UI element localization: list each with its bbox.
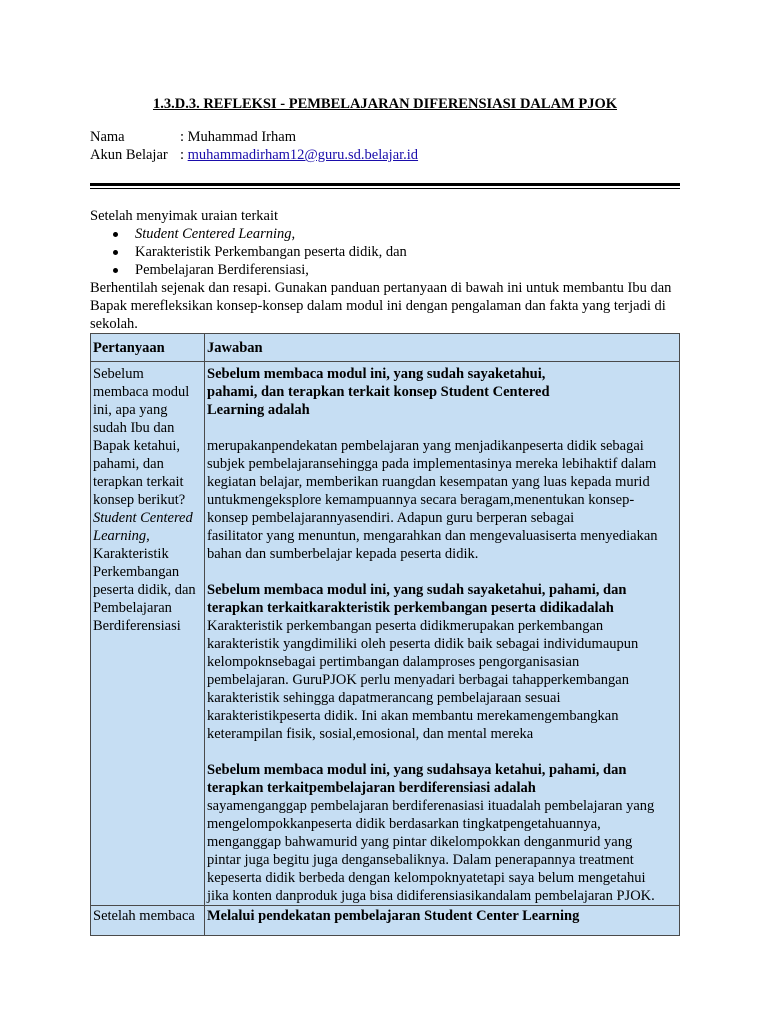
table-header-row (91, 334, 680, 362)
intro-text: Setelah menyimak uraian terkait (90, 208, 279, 224)
question-cell: Setelah membaca (91, 906, 205, 936)
answer-line: kegiatan belajar, memberikan ruangdan kesempatan yang luas kepada murid (207, 474, 650, 490)
answer-cell: Melalui pendekatan pembelajaran Student Center Learning (205, 906, 680, 936)
name-label: Nama (90, 129, 125, 145)
list-item-text: Karakteristik Perkembangan peserta didik, dan (135, 244, 407, 260)
account-email-link[interactable]: muhammadirham12@guru.sd.belajar.id (187, 147, 419, 163)
question-line: Student Centered (93, 510, 193, 526)
answer-line: konsep pembelajarannyasendiri. Adapun guru berperan sebagai (207, 510, 575, 526)
question-line: Perkembangan (93, 564, 180, 580)
instruction-text: Berhentilah sejenak dan resapi. Gunakan panduan pertanyaan di bawah ini untuk membantu Ibu dan Bapak merefleksikan konsep-konsep dalam modul ini dengan pengalaman dan fakta yang terjadi di sekolah. (90, 280, 672, 332)
answer-heading: Sebelum membaca modul ini, yang sudahsaya ketahui, pahami, dan (207, 762, 627, 778)
list-item (90, 261, 680, 279)
answer-line: karakteristik yangdimiliki oleh peserta didik baik sebagai individumaupun (207, 636, 639, 652)
question-line: membaca modul (93, 384, 190, 400)
list-item (90, 225, 680, 243)
name-separator: : (180, 129, 188, 145)
bullet-icon (113, 268, 118, 273)
account-separator: : (180, 147, 188, 163)
answer-line: mengelompokkanpeserta didik berdasarkan tingkatpengetahuannya, (207, 816, 601, 832)
table-row (91, 906, 680, 936)
answer-line: untukmengeksplore kemampuannya secara beragam,menentukan konsep- (207, 492, 635, 508)
reflection-table (90, 333, 680, 936)
question-line: peserta didik, dan (93, 582, 196, 598)
document-title: 1.3.D.3. REFLEKSI - PEMBELAJARAN DIFERENSIASI DALAM PJOK (152, 96, 618, 112)
answer-line: pembelajaran. GuruPJOK perlu menyadari berbagai tahapperkembangan (207, 672, 629, 688)
answer-line: jika konten danproduk juga bisa didiferensiasikandalam pembelajaran PJOK. (207, 888, 655, 904)
answer-line: fasilitator yang menuntun, mengarahkan dan mengevaluasiserta menyediakan (207, 528, 658, 544)
header-question: Pertanyaan (91, 334, 205, 362)
question-line: Pembelajaran (93, 600, 172, 616)
answer-heading: terapkan terkaitkarakteristik perkembangan peserta didikadalah (207, 600, 614, 616)
question-line: Karakteristik (93, 546, 169, 562)
answer-line: keterampilan fisik, sosial,emosional, dan mental mereka (207, 726, 534, 742)
answer-line: merupakanpendekatan pembelajaran yang menjadikanpeserta didik sebagai (207, 438, 644, 454)
list-item-text: Student Centered Learning, (135, 226, 296, 242)
question-line: terapkan terkait (93, 474, 184, 490)
name-value: Muhammad Irham (187, 129, 296, 145)
header-answer: Jawaban (205, 334, 680, 362)
answer-line: karakteristik sehingga dapatmerancang pembelajaraan sesuai (207, 690, 561, 706)
bullet-icon (113, 250, 118, 255)
account-row (90, 146, 418, 164)
question-line: sudah Ibu dan (93, 420, 175, 436)
answer-heading: Learning adalah (207, 402, 310, 418)
question-line: Bapak ketahui, (93, 438, 180, 454)
list-item (90, 243, 680, 261)
question-line: pahami, dan (93, 456, 164, 472)
answer-line: bahan dan sumberbelajar kepada peserta didik. (207, 546, 479, 562)
name-row (90, 128, 418, 146)
question-line: Learning, (93, 528, 150, 544)
answer-heading: Sebelum membaca modul ini, yang sudah sayaketahui, pahami, dan (207, 582, 627, 598)
answer-line: Karakteristik perkembangan peserta didikmerupakan perkembangan (207, 618, 604, 634)
topic-list (90, 225, 680, 279)
divider-thick (90, 183, 680, 186)
identity-info (90, 128, 418, 164)
table-row (91, 362, 680, 906)
question-line: ini, apa yang (93, 402, 168, 418)
question-cell (91, 362, 205, 906)
intro-section (90, 207, 680, 333)
question-line: konsep berikut? (93, 492, 186, 508)
question-line: Sebelum (93, 366, 144, 382)
answer-line: kelompoknsebagai pertimbangan dalamproses pengorganisasian (207, 654, 580, 670)
answer-line: sayamenganggap pembelajaran berdiferenasiasi ituadalah pembelajaran yang (207, 798, 655, 814)
bullet-icon (113, 232, 118, 237)
question-line: Berdiferensiasi (93, 618, 181, 634)
answer-line: karakteristikpeserta didik. Ini akan membantu merekamengembangkan (207, 708, 619, 724)
answer-heading: terapkan terkaitpembelajaran berdiferensiasi adalah (207, 780, 536, 796)
answer-heading: pahami, dan terapkan terkait konsep Student Centered (207, 384, 550, 400)
divider-thin (90, 188, 680, 189)
answer-cell (205, 362, 680, 906)
answer-line: kepeserta didik berbeda dengan kelompoknyatetapi saya belum mengetahui (207, 870, 646, 886)
list-item-text: Pembelajaran Berdiferensiasi, (135, 262, 309, 278)
answer-line: pintar juga begitu juga dengansebaliknya. Dalam penerapannya treatment (207, 852, 634, 868)
answer-line: subjek pembelajaransehingga pada implementasinya mereka lebihaktif dalam (207, 456, 657, 472)
account-label: Akun Belajar (90, 147, 168, 163)
answer-line: menganggap bahwamurid yang pintar dikelompokkan denganmurid yang (207, 834, 633, 850)
answer-heading: Sebelum membaca modul ini, yang sudah sayaketahui, (207, 366, 546, 382)
